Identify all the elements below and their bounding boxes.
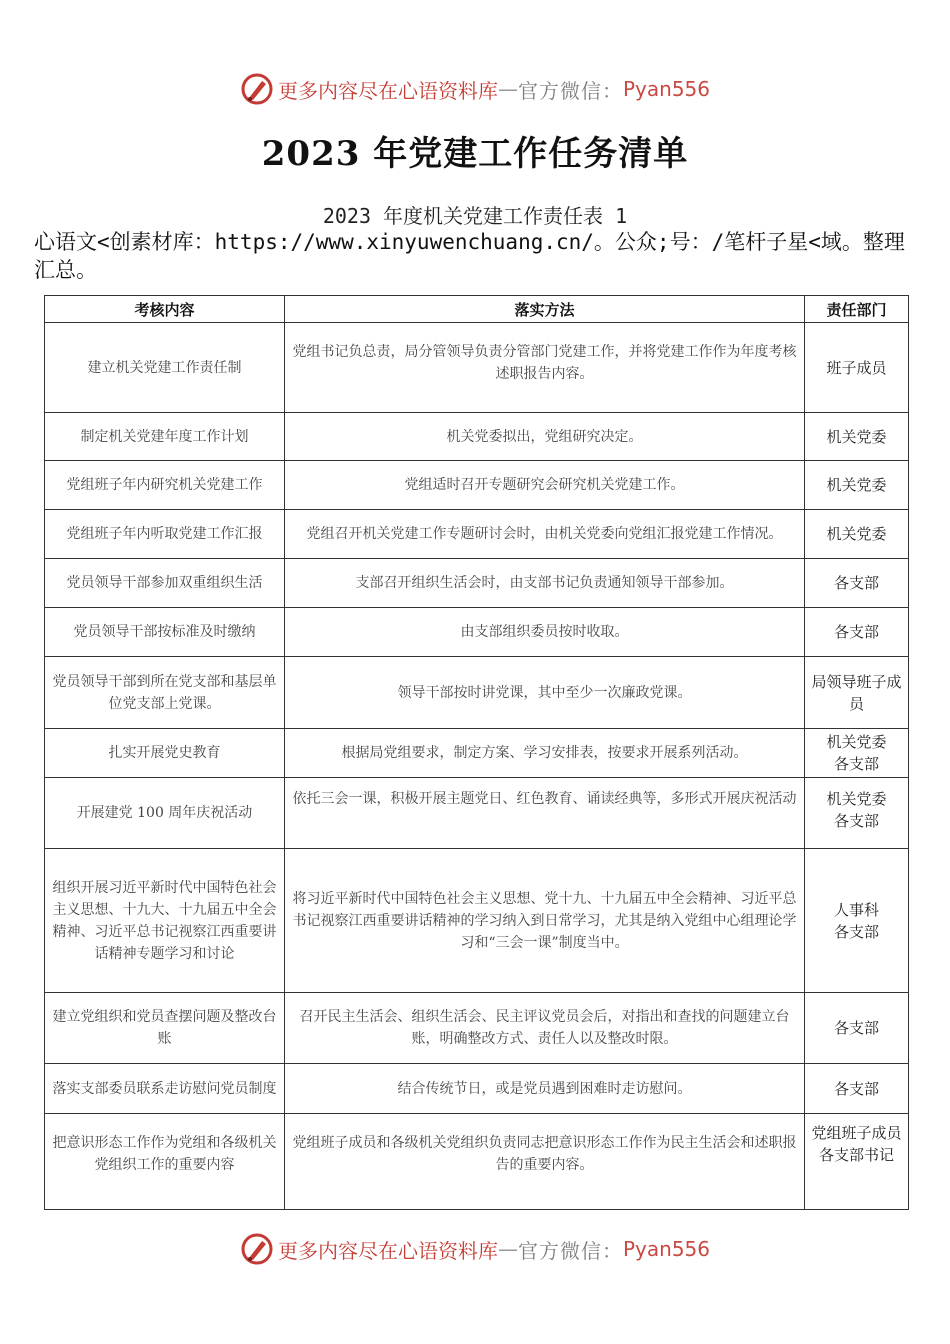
watermark-header — [0, 72, 950, 106]
row-content: 把意识形态工作作为党组和各级机关党组织工作的重要内容 — [45, 1114, 285, 1210]
row-dept: 机关党委 — [805, 461, 909, 510]
row-content: 党组班子年内研究机关党建工作 — [45, 461, 285, 510]
table-row — [45, 1064, 909, 1114]
document-subtitle: 2023 年度机关党建工作责任表 1 — [322, 204, 628, 228]
row-dept: 局领导班子成员 — [805, 657, 909, 729]
table-row — [45, 778, 909, 849]
table-row — [45, 608, 909, 657]
table-row — [45, 657, 909, 729]
watermark-label: 官方微信： — [517, 78, 623, 103]
row-content: 制定机关党建年度工作计划 — [45, 413, 285, 461]
table-row — [45, 510, 909, 559]
row-method: 党组召开机关党建工作专题研讨会时，由机关党委向党组汇报党建工作情况。 — [285, 510, 805, 559]
table-row — [45, 993, 909, 1064]
row-dept: 机关党委 各支部 — [805, 729, 909, 778]
row-method: 依托三会一课，积极开展主题党日、红色教育、诵读经典等，多形式开展庆祝活动 — [285, 778, 805, 849]
row-method: 召开民主生活会、组织生活会、民主评议党员会后，对指出和查找的问题建立台账，明确整改方式、责任人以及整改时限。 — [285, 993, 805, 1064]
row-content: 党员领导干部到所在党支部和基层单位党支部上党课。 — [45, 657, 285, 729]
row-dept: 各支部 — [805, 608, 909, 657]
row-method: 由支部组织委员按时收取。 — [285, 608, 805, 657]
table-row — [45, 559, 909, 608]
responsibility-table — [44, 295, 909, 1210]
row-dept: 班子成员 — [805, 323, 909, 413]
watermark-footer — [0, 1232, 950, 1266]
row-dept: 机关党委 各支部 — [805, 778, 909, 849]
row-method: 党组适时召开专题研究会研究机关党建工作。 — [285, 461, 805, 510]
row-dept: 机关党委 — [805, 413, 909, 461]
row-method: 将习近平新时代中国特色社会主义思想、党十九、十九届五中全会精神、习近平总书记视察江西重要讲话精神的学习纳入到日常学习，尤其是纳入党组中心组理论学习和“三会一课”制度当中。 — [285, 849, 805, 993]
table-header-row — [45, 296, 909, 323]
pen-logo-icon — [240, 72, 274, 106]
row-dept: 各支部 — [805, 559, 909, 608]
header-method: 落实方法 — [285, 296, 805, 323]
watermark-separator: — — [497, 77, 518, 101]
table-row — [45, 849, 909, 993]
table-row — [45, 323, 909, 413]
row-dept: 人事科 各支部 — [805, 849, 909, 993]
row-method: 根据局党组要求，制定方案、学习安排表，按要求开展系列活动。 — [285, 729, 805, 778]
watermark-label: 官方微信： — [517, 1238, 623, 1263]
row-method: 支部召开组织生活会时，由支部书记负责通知领导干部参加。 — [285, 559, 805, 608]
row-method: 结合传统节日，或是党员遇到困难时走访慰问。 — [285, 1064, 805, 1114]
row-content: 建立机关党建工作责任制 — [45, 323, 285, 413]
row-dept: 各支部 — [805, 1064, 909, 1114]
watermark-brand: 更多内容尽在心语资料库 — [277, 1238, 498, 1263]
row-dept: 机关党委 — [805, 510, 909, 559]
watermark-brand: 更多内容尽在心语资料库 — [277, 78, 498, 103]
row-dept: 党组班子成员 各支部书记 — [805, 1114, 909, 1210]
source-note: 心语文<创素材库：https://www.xinyuwenchuang.cn/。公众;号：/笔杆子星<域。整理汇总。 — [34, 230, 905, 282]
row-content: 党组班子年内听取党建工作汇报 — [45, 510, 285, 559]
header-content: 考核内容 — [45, 296, 285, 323]
row-content: 党员领导干部按标准及时缴纳 — [45, 608, 285, 657]
pen-logo-icon — [240, 1232, 274, 1266]
table-row — [45, 729, 909, 778]
row-dept: 各支部 — [805, 993, 909, 1064]
table-row — [45, 413, 909, 461]
watermark-id: Pyan556 — [622, 1237, 710, 1261]
row-method: 领导干部按时讲党课，其中至少一次廉政党课。 — [285, 657, 805, 729]
watermark-id: Pyan556 — [622, 77, 710, 101]
table-row — [45, 1114, 909, 1210]
row-content: 组织开展习近平新时代中国特色社会主义思想、十九大、十九届五中全会精神、习近平总书记视察江西重要讲话精神专题学习和讨论 — [45, 849, 285, 993]
table-row — [45, 461, 909, 510]
row-method: 机关党委拟出，党组研究决定。 — [285, 413, 805, 461]
row-content: 开展建党 100 周年庆祝活动 — [45, 778, 285, 849]
row-method: 党组书记负总责，局分管领导负责分管部门党建工作，并将党建工作作为年度考核述职报告内容。 — [285, 323, 805, 413]
row-content: 扎实开展党史教育 — [45, 729, 285, 778]
watermark-separator: — — [497, 1237, 518, 1261]
row-method: 党组班子成员和各级机关党组织负责同志把意识形态工作作为民主生活会和述职报告的重要内容。 — [285, 1114, 805, 1210]
row-content: 党员领导干部参加双重组织生活 — [45, 559, 285, 608]
document-title: 2023 年党建工作任务清单 — [261, 134, 689, 174]
header-dept: 责任部门 — [805, 296, 909, 323]
row-content: 落实支部委员联系走访慰问党员制度 — [45, 1064, 285, 1114]
row-content: 建立党组织和党员查摆问题及整改台账 — [45, 993, 285, 1064]
